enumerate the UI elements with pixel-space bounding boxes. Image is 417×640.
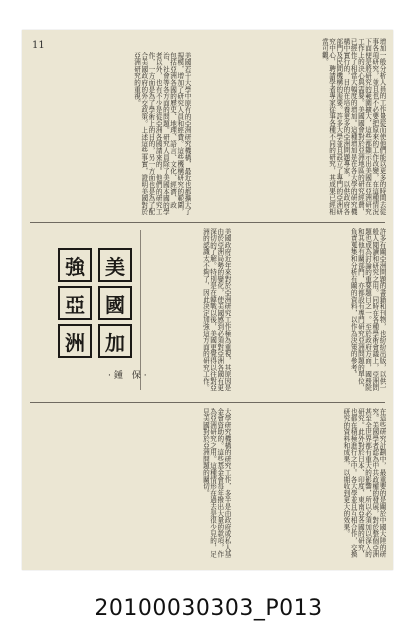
article-column-lower-right: 在這些研究計劃中，最重要的是關於中國大陸的研究。美國學者認為中共政權的發展，對於整個亞洲甚至全世界都有重大的影響，所以必須加以深入的研究。此外對於日本、印度、東南亞各國的研究，也都在積極進行之中。各大學並且互相合作，交換研究的資料和成果，以期收到更大的效果。 xyxy=(341,408,386,558)
page-number: 11 xyxy=(32,40,45,51)
title-char-1: 美 xyxy=(98,248,132,282)
article-column-upper-right: 增加一般分析人員的工作量從而使他們能以更多的時間去從事各項研究，並且也不必要把原來的工作改變，在這種情況下面便是將研究的範圍擴大，這些都顯示出美國在亞洲研究工作上的決心與需要。美國國會對於亞洲地區的研究經費，已經作了相當大幅度的增加。這種增加是在各大學的研究機構中實行的，目的在培養更多的亞洲問題專家，以供政府各部門及民間機構的需要。許多大學並且設立了專門的亞洲研究中心，聘請學者專家從事各種不同的研究，其成果已經相當可觀。 xyxy=(320,38,386,215)
article-column-middle-center: 美國政府近年來對於亞洲研究工作極為重視，其原因是由於亞洲局勢的變化，使美國感到必須對亞洲各國有更深切的了解。特別是在韓戰以後，美國更覺得以往對亞洲的認識太不夠了，因此決定加強這方面的研究工作。 xyxy=(201,228,231,392)
title-box-divider xyxy=(140,230,141,390)
title-char-5: 亞 xyxy=(58,286,92,320)
article-column-middle-right: 許多有關亞洲問題的書籍和刊物，也紛紛出版，以供一般人閱讀和研究之用。同時在各種學術會議上，亞洲問題也成為討論的重要題目之一。至於政府方面，國務院和其他有關部門，亦都設有專門研究亞洲問題的單位，負責蒐集和分析有關的資料，以作為決策的參考。 xyxy=(349,228,386,392)
author-byline: ·鍾 保· xyxy=(108,371,150,381)
title-char-2: 國 xyxy=(98,286,132,320)
title-characters xyxy=(58,248,132,358)
title-char-6: 洲 xyxy=(58,324,92,358)
article-column-upper-left: 美國若干大學中原有的亞洲研究機構，最近也都擴大了規模，增加了研究人員和經費。這些機構研究的範圍，包括亞洲各國的歷史、地理、語言、文化、經濟、政治、社會等各方面的問題。研究人員除了美國本國的學者以外，也有不少是從亞洲各國請來的。他們的研究工作，一方面是為了學術上的目的，另一方面也是為了配合美國政府的外交政策。上述這些事實，證明美國對於亞洲研究的重視。 xyxy=(132,52,191,216)
section-divider-top xyxy=(30,222,385,223)
article-column-lower-center: 大學研究機構的研究工作，多半是由政府或私人基金會資助的。這些基金會每年撥出大量的款項，作為亞洲研究之用。這種情形在過去是很少見的，足見美國對於亞洲問題的關切。 xyxy=(201,408,231,558)
title-char-4: 強 xyxy=(58,248,92,282)
title-char-3: 加 xyxy=(98,324,132,358)
archive-caption: 20100030303_P013 xyxy=(94,596,323,621)
section-divider-bottom xyxy=(30,402,385,403)
title-char-column-extra xyxy=(30,240,52,390)
document-page xyxy=(22,30,393,570)
